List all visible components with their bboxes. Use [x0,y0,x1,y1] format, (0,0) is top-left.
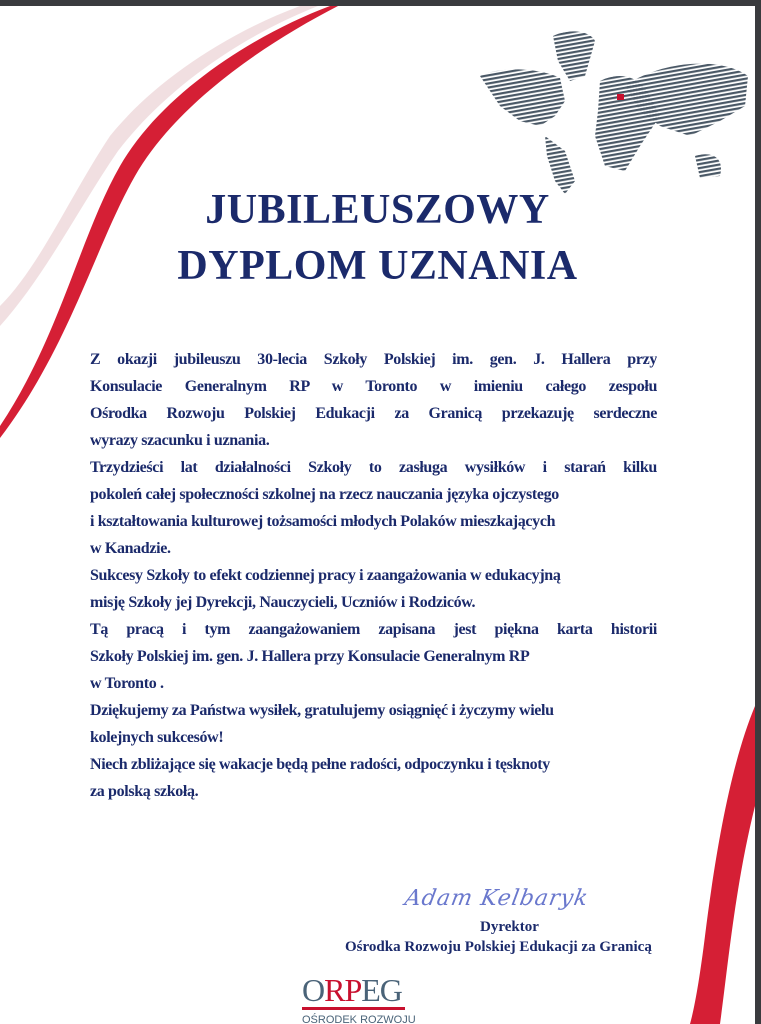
logo-subtitle: OŚRODEK ROZWOJU [302,1014,416,1024]
body-line: Trzydzieści lat działalności Szkoły to zasługa wysiłków i starań kilku [90,459,657,476]
body-line: Dziękujemy za Państwa wysiłek, gratulujemy osiągnięć i życzymy wielu [90,702,554,719]
body-line: i kształtowania kulturowej tożsamości młodych Polaków mieszkających [90,513,556,530]
right-ribbon [690,706,755,1024]
world-map-icon [480,31,748,194]
body-line: Z okazji jubileuszu 30-lecia Szkoły Polskiej im. gen. J. Hallera przy [90,351,657,368]
body-line: Szkoły Polskiej im. gen. J. Hallera przy Konsulacie Generalnym RP [90,648,530,665]
diploma-page [0,6,755,1024]
title-line-2: DYPLOM UZNANIA [177,243,578,289]
diploma-body [90,346,657,805]
body-line: misję Szkoły jej Dyrekcji, Nauczycieli, Uczniów i Rodziców. [90,594,476,611]
body-line: w Kanadzie. [90,540,171,557]
logo-letters: O [302,972,325,1008]
body-line: wyrazy szacunku i uznania. [90,432,270,449]
body-line: Ośrodka Rozwoju Polskiej Edukacji za Granicą przekazuję serdeczne [90,405,657,422]
signature: Adam Kelbaryk [402,886,591,911]
poland-marker [617,94,624,100]
signer-organization: Ośrodka Rozwoju Polskiej Edukacji za Granicą [345,939,652,955]
body-line: Tą pracą i tym zaangażowaniem zapisana jest piękna karta historii [90,621,657,638]
body-line: kolejnych sukcesów! [90,729,224,746]
logo-letters: EG [361,972,402,1008]
orpeg-logo [302,974,416,1024]
logo-letters: RP [324,972,362,1008]
body-line: Konsulacie Generalnym RP w Toronto w imieniu całego zespołu [90,378,657,395]
title-line-1: JUBILEUSZOWY [205,187,550,233]
body-line: Sukcesy Szkoły to efekt codziennej pracy i zaangażowania w edukacyjną [90,567,561,584]
body-line: w Toronto . [90,675,164,692]
body-line: za polską szkołą. [90,783,199,800]
body-line: pokoleń całej społeczności szkolnej na rzecz nauczania języka ojczystego [90,486,559,503]
signer-role: Dyrektor [480,919,539,935]
body-line: Niech zbliżające się wakacje będą pełne radości, odpoczynku i tęsknoty [90,756,550,773]
